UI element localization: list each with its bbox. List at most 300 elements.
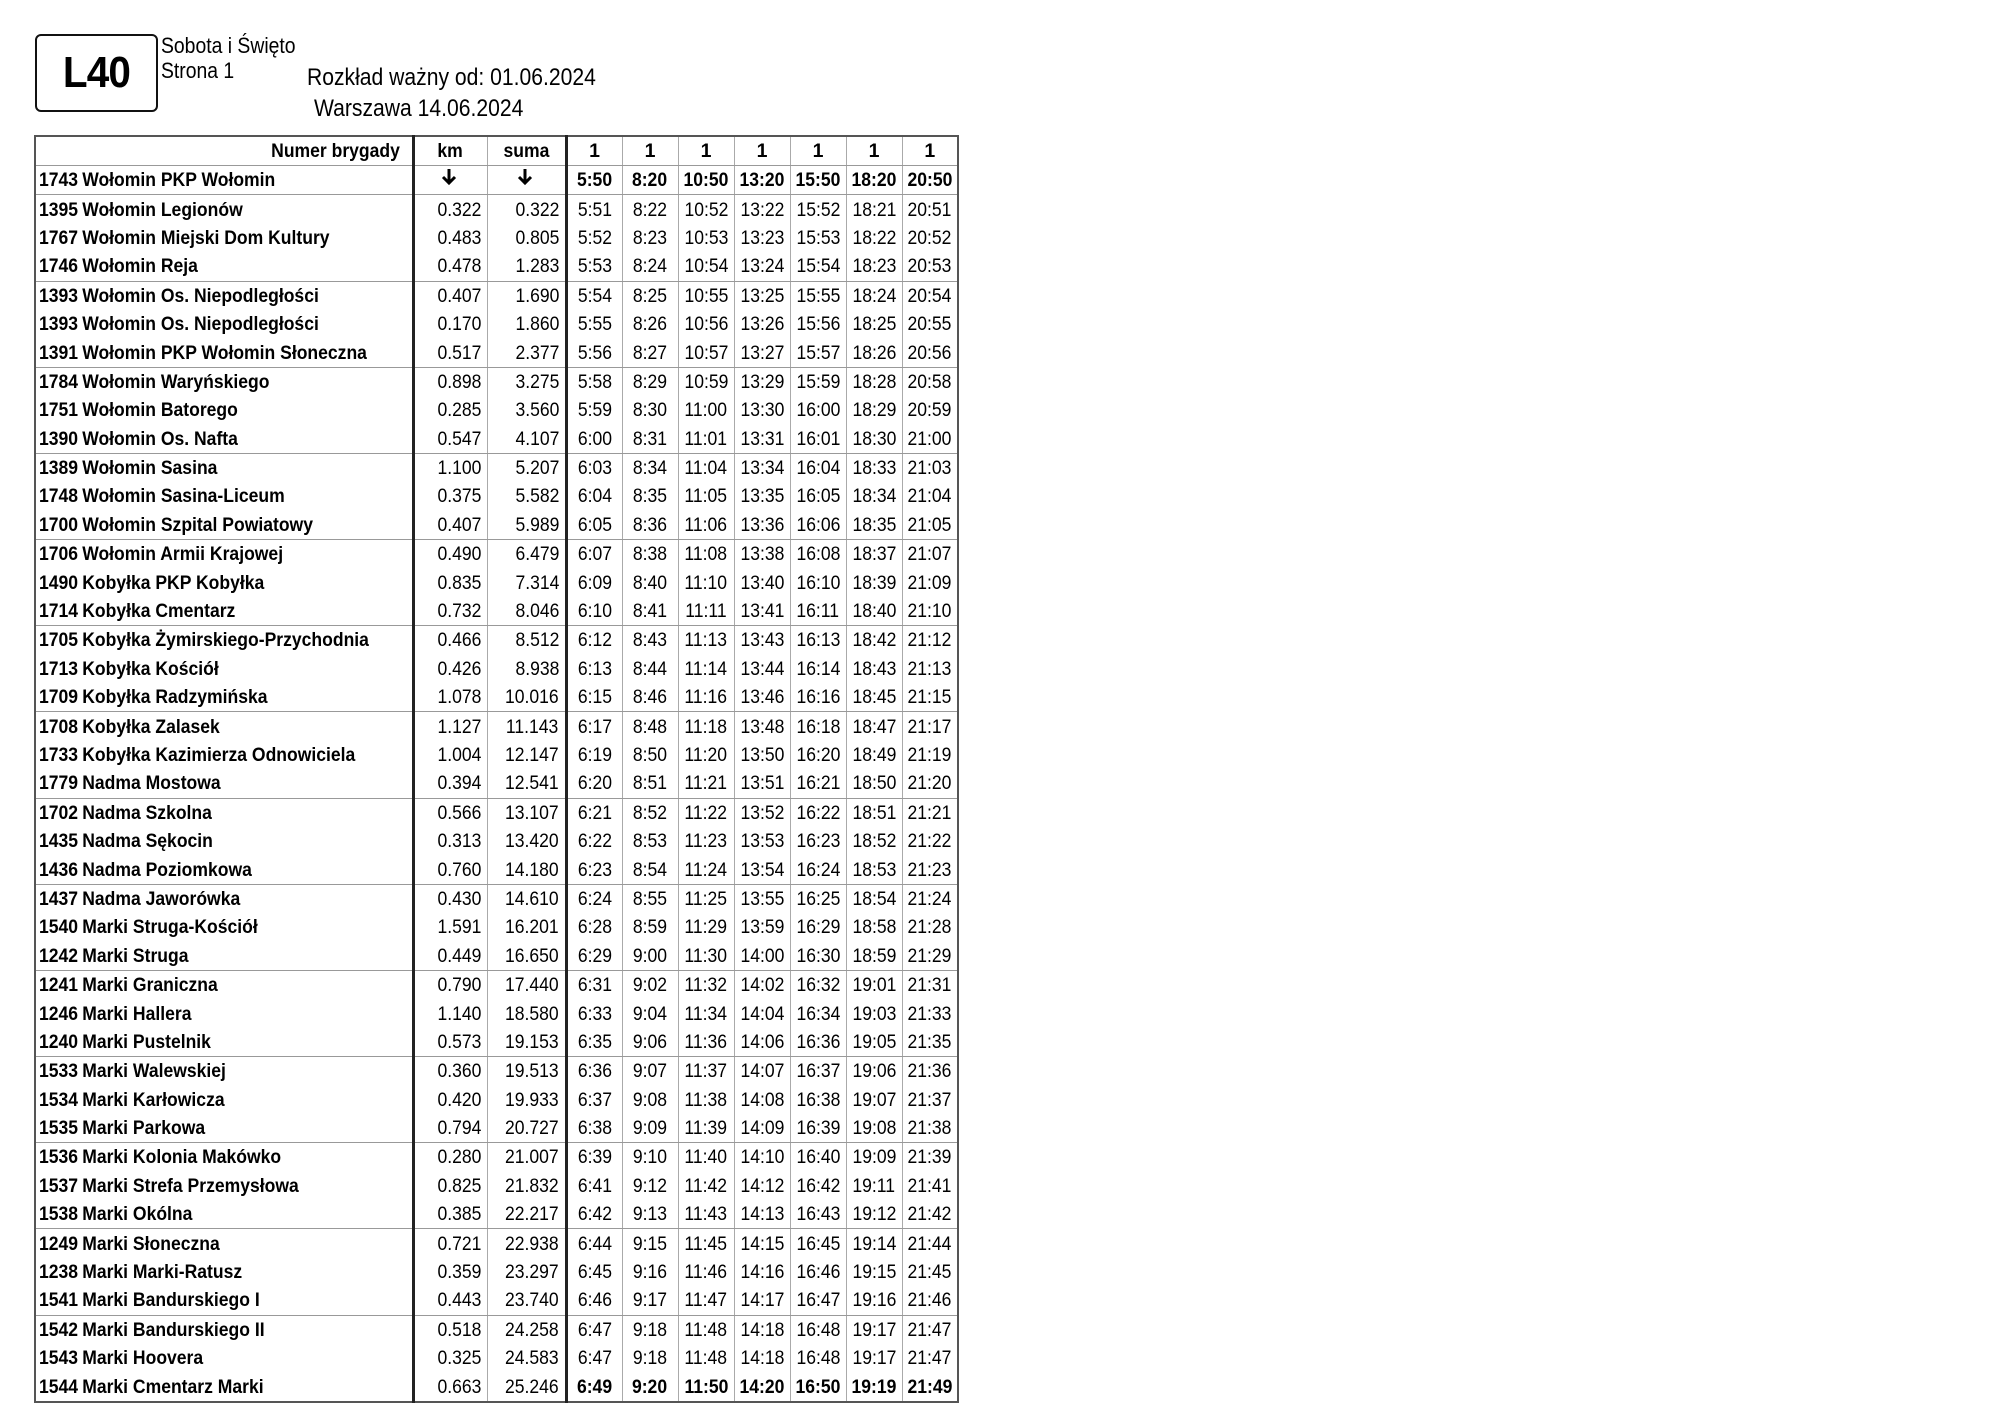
departure-time: 13:59 — [734, 913, 790, 941]
departure-time: 8:59 — [622, 913, 678, 941]
stop-id: 1537 — [39, 1174, 79, 1197]
departure-time: 16:20 — [790, 741, 846, 769]
departure-time: 8:53 — [622, 827, 678, 855]
departure-time: 16:38 — [790, 1086, 846, 1114]
departure-time: 19:08 — [846, 1114, 902, 1143]
departure-time: 8:51 — [622, 769, 678, 798]
departure-time: 16:24 — [790, 855, 846, 884]
stop-cell — [35, 1200, 413, 1229]
stop-id: 1542 — [39, 1318, 79, 1341]
departure-time: 16:25 — [790, 884, 846, 913]
departure-time: 18:43 — [846, 655, 902, 683]
km-cell — [413, 166, 487, 195]
departure-time: 11:24 — [678, 855, 734, 884]
departure-time: 16:13 — [790, 626, 846, 655]
column-header-suma: suma — [487, 136, 566, 166]
departure-time: 6:09 — [566, 568, 622, 596]
departure-time: 8:54 — [622, 855, 678, 884]
departure-time: 10:56 — [678, 310, 734, 338]
suma-cell: 4.107 — [487, 425, 566, 454]
km-cell: 0.518 — [413, 1315, 487, 1344]
km-cell: 0.898 — [413, 367, 487, 396]
departure-time: 21:31 — [902, 970, 958, 999]
suma-cell: 3.275 — [487, 367, 566, 396]
departure-time: 11:50 — [678, 1372, 734, 1401]
departure-time: 11:00 — [678, 396, 734, 424]
departure-time: 16:06 — [790, 511, 846, 540]
departure-time: 8:24 — [622, 252, 678, 281]
stop-name: Marki Hallera — [82, 1002, 192, 1025]
km-cell: 0.394 — [413, 769, 487, 798]
stop-name: Marki Graniczna — [82, 974, 218, 997]
suma-cell: 8.938 — [487, 655, 566, 683]
departure-time: 13:38 — [734, 540, 790, 569]
departure-time: 18:25 — [846, 310, 902, 338]
stop-name: Kobyłka Zalasek — [82, 715, 220, 738]
departure-time: 11:05 — [678, 482, 734, 510]
stop-cell — [35, 1286, 413, 1315]
departure-time: 18:52 — [846, 827, 902, 855]
departure-time: 21:49 — [902, 1372, 958, 1401]
departure-time: 9:18 — [622, 1344, 678, 1372]
departure-time: 15:56 — [790, 310, 846, 338]
table-row — [35, 396, 958, 424]
departure-time: 20:59 — [902, 396, 958, 424]
stop-cell — [35, 1315, 413, 1344]
stop-id: 1702 — [39, 801, 79, 824]
departure-time: 6:17 — [566, 712, 622, 741]
stop-id: 1536 — [39, 1146, 79, 1169]
stop-name: Kobyłka Cmentarz — [82, 600, 236, 623]
departure-time: 13:50 — [734, 741, 790, 769]
departure-time: 16:10 — [790, 568, 846, 596]
stop-id: 1238 — [39, 1261, 79, 1284]
departure-time: 11:45 — [678, 1229, 734, 1258]
km-cell: 0.430 — [413, 884, 487, 913]
departure-time: 21:35 — [902, 1028, 958, 1057]
departure-time: 21:45 — [902, 1258, 958, 1286]
departure-time: 13:55 — [734, 884, 790, 913]
stop-name: Wołomin Legionów — [82, 198, 243, 221]
departure-time: 20:54 — [902, 281, 958, 310]
km-cell: 0.825 — [413, 1172, 487, 1200]
departure-time: 16:32 — [790, 970, 846, 999]
table-row — [35, 1086, 958, 1114]
stop-cell — [35, 511, 413, 540]
departure-time: 11:47 — [678, 1286, 734, 1315]
table-row — [35, 338, 958, 367]
stop-id: 1767 — [39, 226, 79, 249]
departure-time: 21:03 — [902, 453, 958, 482]
departure-time: 21:12 — [902, 626, 958, 655]
stop-id: 1743 — [39, 169, 79, 192]
stop-name: Kobyłka Kościół — [82, 657, 219, 680]
km-cell: 0.478 — [413, 252, 487, 281]
departure-time: 20:51 — [902, 195, 958, 224]
departure-time: 6:47 — [566, 1344, 622, 1372]
stop-cell — [35, 626, 413, 655]
departure-time: 11:25 — [678, 884, 734, 913]
stop-name: Wołomin Waryńskiego — [82, 370, 270, 393]
stop-cell — [35, 683, 413, 712]
stop-id: 1395 — [39, 198, 79, 221]
table-row — [35, 166, 958, 195]
stop-cell — [35, 655, 413, 683]
departure-time: 14:04 — [734, 999, 790, 1027]
table-row — [35, 1315, 958, 1344]
departure-time: 18:28 — [846, 367, 902, 396]
stop-id: 1533 — [39, 1060, 79, 1083]
departure-time: 5:55 — [566, 310, 622, 338]
departure-time: 21:46 — [902, 1286, 958, 1315]
departure-time: 16:43 — [790, 1200, 846, 1229]
departure-time: 8:27 — [622, 338, 678, 367]
departure-time: 8:40 — [622, 568, 678, 596]
stop-cell — [35, 798, 413, 827]
km-cell: 0.517 — [413, 338, 487, 367]
suma-cell: 5.989 — [487, 511, 566, 540]
departure-time: 13:46 — [734, 683, 790, 712]
departure-time: 16:21 — [790, 769, 846, 798]
departure-time: 16:45 — [790, 1229, 846, 1258]
stop-id: 1240 — [39, 1030, 79, 1053]
departure-time: 18:47 — [846, 712, 902, 741]
table-row — [35, 884, 958, 913]
stop-id: 1242 — [39, 944, 79, 967]
km-cell: 0.313 — [413, 827, 487, 855]
departure-time: 21:23 — [902, 855, 958, 884]
stop-id: 1751 — [39, 399, 79, 422]
suma-cell: 14.180 — [487, 855, 566, 884]
table-row — [35, 224, 958, 252]
departure-time: 19:01 — [846, 970, 902, 999]
stop-name: Nadma Szkolna — [82, 801, 212, 824]
stop-name: Marki Kolonia Makówko — [82, 1146, 282, 1169]
stop-id: 1435 — [39, 830, 79, 853]
stop-name: Wołomin Reja — [82, 255, 198, 278]
stop-id: 1535 — [39, 1117, 79, 1140]
suma-cell: 14.610 — [487, 884, 566, 913]
departure-time: 13:31 — [734, 425, 790, 454]
table-row — [35, 482, 958, 510]
departure-time: 21:47 — [902, 1344, 958, 1372]
stop-id: 1249 — [39, 1232, 79, 1255]
km-cell: 0.359 — [413, 1258, 487, 1286]
stop-cell — [35, 1172, 413, 1200]
table-row — [35, 741, 958, 769]
departure-time: 13:35 — [734, 482, 790, 510]
stop-cell — [35, 597, 413, 626]
departure-time: 10:59 — [678, 367, 734, 396]
departure-time: 6:22 — [566, 827, 622, 855]
km-cell: 1.140 — [413, 999, 487, 1027]
departure-time: 8:43 — [622, 626, 678, 655]
table-row — [35, 913, 958, 941]
table-row — [35, 252, 958, 281]
departure-time: 20:58 — [902, 367, 958, 396]
departure-time: 13:30 — [734, 396, 790, 424]
departure-time: 19:12 — [846, 1200, 902, 1229]
stop-name: Wołomin Os. Niepodległości — [82, 284, 319, 307]
departure-time: 18:51 — [846, 798, 902, 827]
departure-time: 21:07 — [902, 540, 958, 569]
departure-time: 15:59 — [790, 367, 846, 396]
suma-cell: 8.512 — [487, 626, 566, 655]
timetable — [34, 135, 959, 1403]
table-row — [35, 511, 958, 540]
departure-time: 6:49 — [566, 1372, 622, 1401]
table-row — [35, 1028, 958, 1057]
suma-cell: 24.258 — [487, 1315, 566, 1344]
departure-time: 11:29 — [678, 913, 734, 941]
departure-time: 11:39 — [678, 1114, 734, 1143]
departure-time: 15:57 — [790, 338, 846, 367]
departure-time: 18:26 — [846, 338, 902, 367]
departure-time: 8:52 — [622, 798, 678, 827]
stop-id: 1733 — [39, 744, 79, 766]
table-row — [35, 970, 958, 999]
stop-name: Nadma Mostowa — [82, 772, 221, 795]
stop-cell — [35, 999, 413, 1027]
departure-time: 10:52 — [678, 195, 734, 224]
departure-time: 18:49 — [846, 741, 902, 769]
departure-time: 19:09 — [846, 1143, 902, 1172]
table-row — [35, 769, 958, 798]
departure-time: 14:09 — [734, 1114, 790, 1143]
suma-cell: 17.440 — [487, 970, 566, 999]
stop-name: Marki Parkowa — [82, 1117, 206, 1140]
km-cell: 1.100 — [413, 453, 487, 482]
departure-time: 9:09 — [622, 1114, 678, 1143]
km-cell: 0.170 — [413, 310, 487, 338]
table-row — [35, 855, 958, 884]
column-header-brigade: Numer brygady — [35, 136, 413, 166]
departure-time: 21:47 — [902, 1315, 958, 1344]
table-row — [35, 942, 958, 971]
table-row — [35, 1258, 958, 1286]
departure-time: 6:29 — [566, 942, 622, 971]
departure-time: 18:59 — [846, 942, 902, 971]
km-cell: 0.449 — [413, 942, 487, 971]
stop-id: 1746 — [39, 255, 79, 278]
km-cell: 0.325 — [413, 1344, 487, 1372]
stop-id: 1393 — [39, 284, 79, 307]
suma-cell: 19.153 — [487, 1028, 566, 1057]
departure-time: 6:20 — [566, 769, 622, 798]
departure-time: 18:22 — [846, 224, 902, 252]
departure-time: 13:44 — [734, 655, 790, 683]
suma-cell: 20.727 — [487, 1114, 566, 1143]
departure-time: 21:15 — [902, 683, 958, 712]
suma-cell: 21.007 — [487, 1143, 566, 1172]
table-row — [35, 626, 958, 655]
suma-cell: 13.107 — [487, 798, 566, 827]
departure-time: 18:29 — [846, 396, 902, 424]
departure-time: 21:41 — [902, 1172, 958, 1200]
stop-cell — [35, 1372, 413, 1401]
departure-time: 8:44 — [622, 655, 678, 683]
km-cell: 0.794 — [413, 1114, 487, 1143]
stop-name: Nadma Poziomkowa — [82, 858, 252, 881]
departure-time: 5:50 — [566, 166, 622, 195]
stop-name: Kobyłka Radzymińska — [82, 686, 268, 709]
departure-time: 18:33 — [846, 453, 902, 482]
departure-time: 16:14 — [790, 655, 846, 683]
departure-time: 10:55 — [678, 281, 734, 310]
stop-id: 1713 — [39, 657, 79, 680]
km-cell: 0.280 — [413, 1143, 487, 1172]
departure-time: 21:10 — [902, 597, 958, 626]
departure-time: 8:48 — [622, 712, 678, 741]
km-cell: 0.285 — [413, 396, 487, 424]
stop-name: Kobyłka Żymirskiego-Przychodnia — [82, 629, 369, 652]
departure-time: 19:14 — [846, 1229, 902, 1258]
departure-time: 15:55 — [790, 281, 846, 310]
stop-cell — [35, 568, 413, 596]
table-row — [35, 540, 958, 569]
stop-id: 1748 — [39, 485, 79, 508]
departure-time: 11:01 — [678, 425, 734, 454]
departure-time: 6:39 — [566, 1143, 622, 1172]
departure-time: 8:36 — [622, 511, 678, 540]
stop-name: Marki Okólna — [82, 1203, 193, 1226]
table-row — [35, 999, 958, 1027]
column-header-brigade-number: 1 — [902, 136, 958, 166]
departure-time: 16:36 — [790, 1028, 846, 1057]
departure-time: 21:21 — [902, 798, 958, 827]
suma-cell: 11.143 — [487, 712, 566, 741]
stop-name: Marki Cmentarz Marki — [82, 1375, 264, 1398]
down-arrow-icon — [441, 168, 457, 186]
suma-cell: 0.805 — [487, 224, 566, 252]
departure-time: 14:07 — [734, 1057, 790, 1086]
departure-time: 8:25 — [622, 281, 678, 310]
departure-time: 14:17 — [734, 1286, 790, 1315]
departure-time: 15:53 — [790, 224, 846, 252]
km-cell: 0.322 — [413, 195, 487, 224]
stop-name: Marki Hoovera — [82, 1347, 204, 1370]
suma-cell: 1.283 — [487, 252, 566, 281]
stop-cell — [35, 310, 413, 338]
departure-time: 11:10 — [678, 568, 734, 596]
departure-time: 8:30 — [622, 396, 678, 424]
departure-time: 8:35 — [622, 482, 678, 510]
km-cell: 0.360 — [413, 1057, 487, 1086]
departure-time: 8:26 — [622, 310, 678, 338]
stop-id: 1538 — [39, 1203, 79, 1226]
stop-id: 1393 — [39, 313, 79, 336]
stop-name: Wołomin Os. Nafta — [82, 427, 238, 450]
stop-id: 1246 — [39, 1002, 79, 1025]
departure-time: 6:05 — [566, 511, 622, 540]
departure-time: 20:55 — [902, 310, 958, 338]
departure-time: 18:23 — [846, 252, 902, 281]
column-header-brigade-number: 1 — [846, 136, 902, 166]
departure-time: 14:12 — [734, 1172, 790, 1200]
suma-cell: 6.479 — [487, 540, 566, 569]
departure-time: 11:22 — [678, 798, 734, 827]
stop-cell — [35, 540, 413, 569]
departure-time: 5:56 — [566, 338, 622, 367]
departure-time: 13:26 — [734, 310, 790, 338]
departure-time: 21:09 — [902, 568, 958, 596]
departure-time: 8:22 — [622, 195, 678, 224]
departure-time: 6:12 — [566, 626, 622, 655]
departure-time: 9:17 — [622, 1286, 678, 1315]
departure-time: 9:02 — [622, 970, 678, 999]
place-date: Warszawa 14.06.2024 — [314, 95, 524, 122]
suma-cell — [487, 166, 566, 195]
departure-time: 14:06 — [734, 1028, 790, 1057]
stop-name: Marki Struga-Kościół — [82, 916, 258, 939]
departure-time: 16:05 — [790, 482, 846, 510]
departure-time: 15:54 — [790, 252, 846, 281]
stop-cell — [35, 942, 413, 971]
departure-time: 16:48 — [790, 1344, 846, 1372]
column-header-brigade-number: 1 — [566, 136, 622, 166]
stop-id: 1714 — [39, 600, 79, 623]
column-header-brigade-number: 1 — [678, 136, 734, 166]
departure-time: 11:20 — [678, 741, 734, 769]
departure-time: 8:50 — [622, 741, 678, 769]
departure-time: 21:37 — [902, 1086, 958, 1114]
table-row — [35, 367, 958, 396]
departure-time: 10:57 — [678, 338, 734, 367]
departure-time: 20:53 — [902, 252, 958, 281]
departure-time: 21:39 — [902, 1143, 958, 1172]
departure-time: 11:14 — [678, 655, 734, 683]
km-cell: 0.790 — [413, 970, 487, 999]
departure-time: 18:37 — [846, 540, 902, 569]
departure-time: 14:10 — [734, 1143, 790, 1172]
km-cell: 0.420 — [413, 1086, 487, 1114]
departure-time: 11:37 — [678, 1057, 734, 1086]
departure-time: 13:43 — [734, 626, 790, 655]
departure-time: 6:38 — [566, 1114, 622, 1143]
suma-cell: 19.513 — [487, 1057, 566, 1086]
departure-time: 18:21 — [846, 195, 902, 224]
down-arrow-icon — [517, 168, 533, 186]
departure-time: 6:19 — [566, 741, 622, 769]
stop-name: Marki Marki-Ratusz — [82, 1261, 243, 1284]
departure-time: 16:42 — [790, 1172, 846, 1200]
departure-time: 19:07 — [846, 1086, 902, 1114]
departure-time: 20:56 — [902, 338, 958, 367]
departure-time: 16:34 — [790, 999, 846, 1027]
suma-cell: 2.377 — [487, 338, 566, 367]
departure-time: 9:15 — [622, 1229, 678, 1258]
departure-time: 9:10 — [622, 1143, 678, 1172]
departure-time: 21:24 — [902, 884, 958, 913]
stop-name: Marki Strefa Przemysłowa — [82, 1174, 299, 1197]
departure-time: 6:37 — [566, 1086, 622, 1114]
stop-id: 1390 — [39, 427, 79, 450]
departure-time: 19:06 — [846, 1057, 902, 1086]
departure-time: 16:18 — [790, 712, 846, 741]
table-row — [35, 1057, 958, 1086]
departure-time: 6:03 — [566, 453, 622, 482]
stop-id: 1241 — [39, 974, 79, 997]
departure-time: 9:16 — [622, 1258, 678, 1286]
stop-cell — [35, 1057, 413, 1086]
departure-time: 11:23 — [678, 827, 734, 855]
km-cell: 0.663 — [413, 1372, 487, 1401]
stop-id: 1779 — [39, 772, 79, 795]
stop-name: Wołomin Szpital Powiatowy — [82, 513, 313, 536]
departure-time: 14:13 — [734, 1200, 790, 1229]
stop-cell — [35, 425, 413, 454]
departure-time: 13:22 — [734, 195, 790, 224]
